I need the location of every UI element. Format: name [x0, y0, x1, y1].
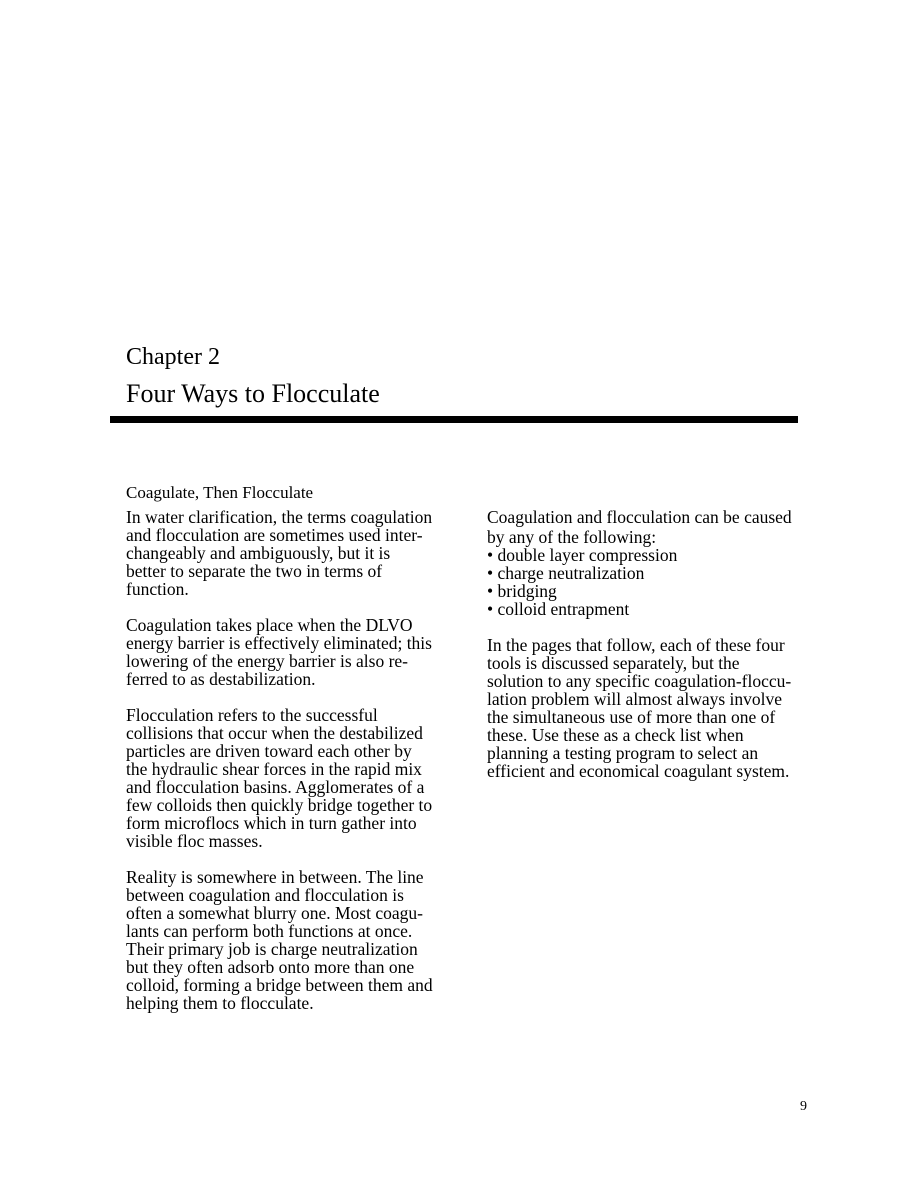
text-line: Flocculation refers to the successful: [126, 705, 378, 725]
intro-paragraph: [487, 508, 832, 546]
paragraph-reality: [126, 868, 471, 1012]
text-line: these. Use these as a check list when: [487, 725, 744, 745]
text-line: In the pages that follow, each of these four: [487, 635, 785, 655]
text-line: lants can perform both functions at once.: [126, 921, 413, 941]
text-line: and flocculation basins. Agglomerates of a: [126, 777, 425, 797]
paragraph-followup: [487, 636, 832, 780]
text-line: few colloids then quickly bridge together to: [126, 795, 433, 815]
text-line: form microflocs which in turn gather into: [126, 813, 417, 833]
left-column: [126, 484, 471, 1030]
text-line: and flocculation are sometimes used inter-: [126, 525, 423, 545]
text-line: changeably and ambiguously, but it is: [126, 543, 391, 563]
text-line: ferred to as destabilization.: [126, 669, 316, 689]
chapter-label: Chapter 2: [126, 344, 220, 370]
text-line: efficient and economical coagulant system.: [487, 761, 790, 781]
text-line: tools is discussed separately, but the: [487, 653, 740, 673]
text-line: the hydraulic shear forces in the rapid mix: [126, 759, 422, 779]
paragraph-flocculation: [126, 706, 471, 850]
text-line: between coagulation and flocculation is: [126, 885, 404, 905]
text-line: solution to any specific coagulation-floccu-: [487, 671, 792, 691]
cause-list: [487, 546, 832, 618]
page-number: 9: [800, 1099, 807, 1114]
text-line: visible floc masses.: [126, 831, 263, 851]
text-line: lation problem will almost always involve: [487, 689, 783, 709]
text-line: by any of the following:: [487, 527, 657, 547]
text-line: Coagulation takes place when the DLVO: [126, 615, 413, 635]
list-item: • bridging: [487, 581, 557, 601]
text-line: Their primary job is charge neutralization: [126, 939, 418, 959]
text-line: energy barrier is effectively eliminated; this: [126, 633, 432, 653]
paragraph-terms: [126, 508, 471, 598]
text-line: particles are driven toward each other by: [126, 741, 412, 761]
chapter-rule: [110, 416, 798, 423]
text-line: lowering of the energy barrier is also re-: [126, 651, 408, 671]
text-line: collisions that occur when the destabilized: [126, 723, 423, 743]
text-line: Coagulation and flocculation can be caused: [487, 507, 792, 527]
list-item: • colloid entrapment: [487, 599, 630, 619]
section-heading: Coagulate, Then Flocculate: [126, 483, 314, 502]
text-line: but they often adsorb onto more than one: [126, 957, 415, 977]
text-line: function.: [126, 579, 189, 599]
text-line: In water clarification, the terms coagulation: [126, 507, 433, 527]
text-line: helping them to flocculate.: [126, 993, 314, 1013]
chapter-title: Four Ways to Flocculate: [126, 379, 380, 408]
right-column: [487, 508, 832, 798]
list-item: • charge neutralization: [487, 563, 645, 583]
paragraph-coagulation: [126, 616, 471, 688]
text-line: often a somewhat blurry one. Most coagu-: [126, 903, 423, 923]
text-line: better to separate the two in terms of: [126, 561, 383, 581]
text-line: colloid, forming a bridge between them and: [126, 975, 433, 995]
text-line: Reality is somewhere in between. The line: [126, 867, 424, 887]
list-item: • double layer compression: [487, 545, 678, 565]
text-line: planning a testing program to select an: [487, 743, 759, 763]
text-line: the simultaneous use of more than one of: [487, 707, 776, 727]
